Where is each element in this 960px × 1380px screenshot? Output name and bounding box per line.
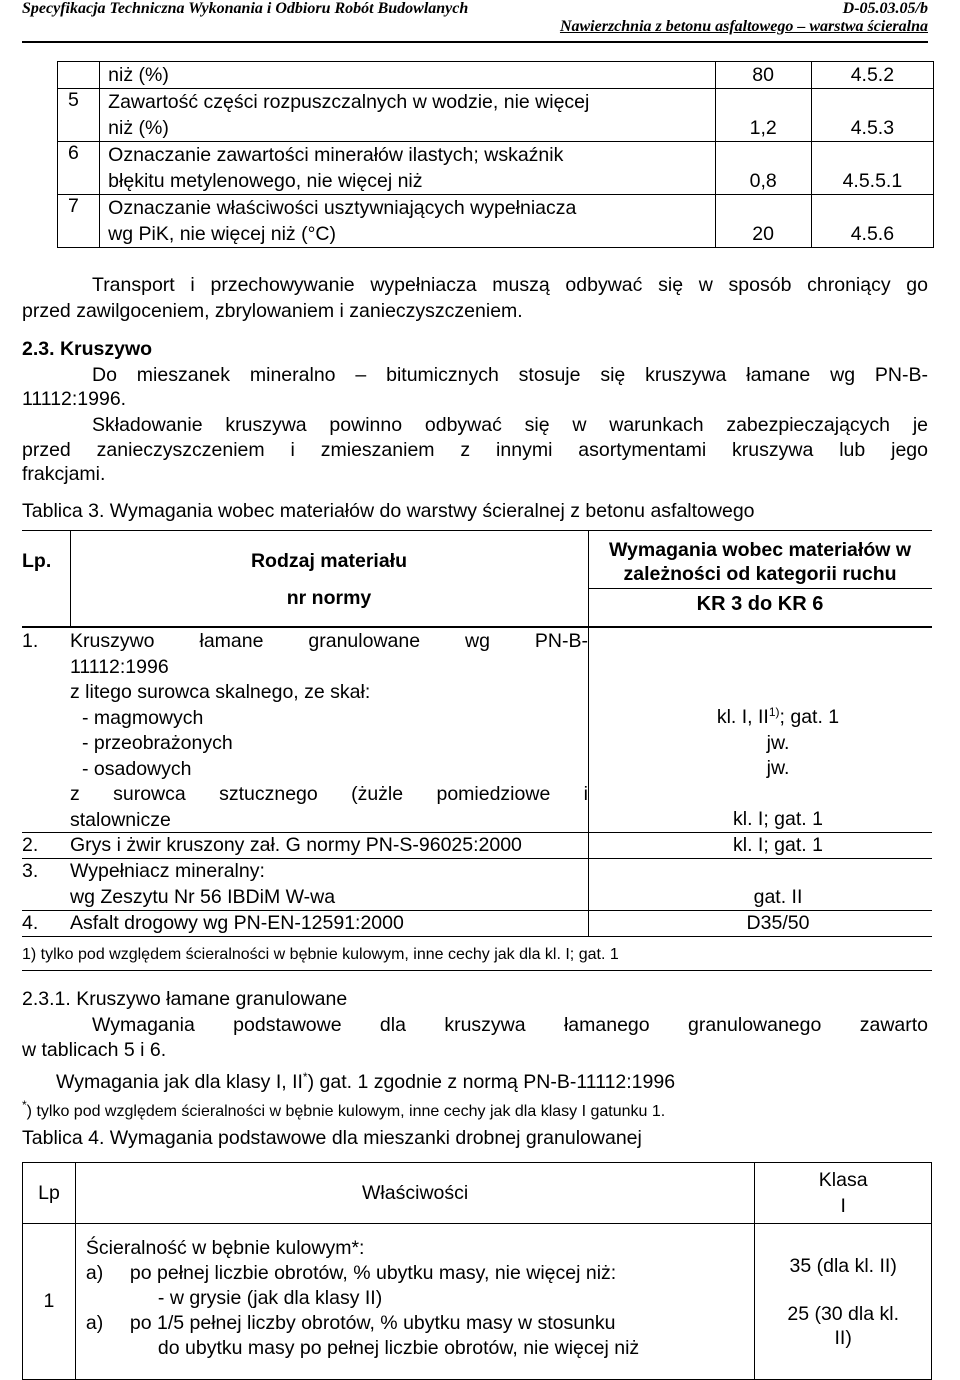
document-subtitle: Nawierzchnia z betonu asfaltowego – warstwa ścieralna bbox=[559, 18, 928, 35]
row-class-values: 35 (dla kl. II) 25 (30 dla kl. II) bbox=[755, 1224, 932, 1380]
header-rule bbox=[22, 41, 928, 43]
transport-paragraph-line-1: Transport i przechowywanie wypełniacza muszą odbywać się w sposób chroniący go bbox=[92, 274, 928, 296]
document-header-title: Specyfikacja Techniczna Wykonania i Odbioru Robót Budowlanych bbox=[22, 0, 469, 17]
section-title: Kruszywo bbox=[59, 338, 153, 360]
table-3-footnote: 1) tylko pod względem ścieralności w bębnie kulowym, inne cechy jak dla kl. I; gat. 1 bbox=[22, 946, 619, 963]
table-top-rule bbox=[22, 530, 932, 531]
row-number: 7 bbox=[58, 195, 100, 248]
column-header-norm: nr normy bbox=[286, 587, 372, 609]
row-requirements: kl. I, II$^{1)}$; gat. 1 jw. jw. kl. I; gat. 1 bbox=[716, 705, 840, 830]
row-description: Wypełniacz mineralny: wg Zeszytu Nr 56 IBDiM W-wa bbox=[70, 860, 336, 908]
table-row bbox=[58, 62, 934, 89]
subsection-paragraph-line-1: Wymagania podstawowe dla kruszywa łamanego granulowanego zawarto bbox=[92, 1014, 928, 1036]
section-number: 2.3. bbox=[22, 338, 55, 360]
row-description: Oznaczanie zawartości minerałów ilastych; wskaźnik błękitu metylenowego, nie więcej niż bbox=[100, 142, 715, 195]
row-requirements: kl. I; gat. 1 bbox=[733, 834, 823, 856]
class-requirement-note: Wymagania jak dla klasy I, II*) gat. 1 zgodnie z normą PN-B-11112:1996 bbox=[56, 1070, 676, 1093]
class-footnote: *) tylko pod względem ścieralności w bębnie kulowym, inne cechy jak dla klasy I gatunku 1. bbox=[22, 1098, 666, 1120]
header-rule bbox=[588, 588, 932, 589]
column-header-requirements: Wymagania wobec materiałów w zależności od kategorii ruchu bbox=[609, 539, 911, 585]
table-row bbox=[58, 89, 934, 142]
row-description: niż (%) bbox=[100, 62, 715, 89]
table-header-row bbox=[23, 1163, 932, 1224]
column-header-property: Właściwości bbox=[75, 1163, 754, 1224]
row-number: 1 bbox=[23, 1224, 76, 1380]
row-number: 6 bbox=[58, 142, 100, 195]
row-value: 1,2 bbox=[715, 89, 811, 142]
row-description: Kruszywo łamane granulowane wg PN-B- 11112:1996 z litego surowca skalnego, ze skał: - magmowych - przeobrażonych - osadowych z surowca sztucznego (żużle pomiedziowe i stalownicze bbox=[70, 630, 588, 831]
table-4-caption: Tablica 4. Wymagania podstawowe dla mieszanki drobnej granulowanej bbox=[22, 1127, 642, 1149]
column-header-category: KR 3 do KR 6 bbox=[696, 593, 824, 615]
row-reference: 4.5.5.1 bbox=[811, 142, 933, 195]
column-header-material: Rodzaj materiału bbox=[250, 550, 408, 572]
row-requirements: gat. II bbox=[753, 886, 803, 908]
table-row bbox=[58, 142, 934, 195]
subsection-heading: 2.3.1. Kruszywo łamane granulowane bbox=[22, 988, 348, 1010]
skladowanie-paragraph-line-3: frakcjami. bbox=[22, 463, 106, 485]
row-value: 20 bbox=[715, 195, 811, 248]
row-number: 3. bbox=[22, 860, 39, 882]
table-3-caption: Tablica 3. Wymagania wobec materiałów do warstwy ścieralnej z betonu asfaltowego bbox=[22, 500, 755, 522]
row-description: Asfalt drogowy wg PN-EN-12591:2000 bbox=[70, 912, 404, 934]
column-header-lp: Lp bbox=[23, 1163, 76, 1224]
row-description: Grys i żwir kruszony zał. G normy PN-S-96025:2000 bbox=[70, 834, 522, 856]
column-divider bbox=[70, 530, 71, 626]
row-rule bbox=[22, 936, 932, 937]
column-header-class: Klasa I bbox=[755, 1163, 932, 1224]
aggregate-requirements-table bbox=[57, 61, 934, 248]
table-row bbox=[23, 1224, 932, 1380]
row-value: 0,8 bbox=[715, 142, 811, 195]
footnote-rule bbox=[22, 970, 932, 971]
row-reference: 4.5.6 bbox=[811, 195, 933, 248]
table-row bbox=[58, 195, 934, 248]
row-description: Zawartość części rozpuszczalnych w wodzie, nie więcej niż (%) bbox=[100, 89, 715, 142]
row-number: 5 bbox=[58, 89, 100, 142]
row-number: 2. bbox=[22, 834, 39, 856]
row-reference: 4.5.3 bbox=[811, 89, 933, 142]
row-number: 1. bbox=[22, 630, 39, 652]
row-reference: 4.5.2 bbox=[811, 62, 933, 89]
document-code: D-05.03.05/b bbox=[842, 0, 928, 17]
skladowanie-paragraph-line-1: Składowanie kruszywa powinno odbywać się w warunkach zabezpieczających je bbox=[92, 414, 928, 436]
section-heading bbox=[22, 336, 152, 362]
subsection-paragraph-line-2: w tablicach 5 i 6. bbox=[22, 1039, 167, 1061]
row-value: 80 bbox=[715, 62, 811, 89]
row-requirements: D35/50 bbox=[746, 912, 810, 934]
row-description: Ścieralność w bębnie kulowym*: a) po pełnej liczbie obrotów, % ubytku masy, nie więcej niż: - w grysie (jak dla klasy II) a) po 1/5 pełnej liczby obrotów, % ubytku masy w stosunku do ubytku masy po pełnej liczbie obrotów, nie więcej niż bbox=[75, 1224, 754, 1380]
fine-mix-requirements-table bbox=[22, 1162, 932, 1380]
kruszywo-paragraph-line-1: Do mieszanek mineralno – bitumicznych stosuje się kruszywa łamane wg PN-B- bbox=[92, 364, 928, 386]
column-header-lp: Lp. bbox=[22, 550, 52, 572]
row-description: Oznaczanie właściwości usztywniających wypełniacza wg PiK, nie więcej niż (°C) bbox=[100, 195, 715, 248]
row-number: 4. bbox=[22, 912, 39, 934]
materials-requirements-table bbox=[22, 530, 932, 946]
row-number bbox=[58, 62, 100, 89]
kruszywo-paragraph-line-2: 11112:1996. bbox=[22, 388, 127, 410]
skladowanie-paragraph-line-2: przed zanieczyszczeniem i zmieszaniem z innymi asortymentami kruszywa lub jego bbox=[22, 439, 928, 461]
transport-paragraph-line-2: przed zawilgoceniem, zbrylowaniem i zanieczyszczeniem. bbox=[22, 300, 523, 322]
